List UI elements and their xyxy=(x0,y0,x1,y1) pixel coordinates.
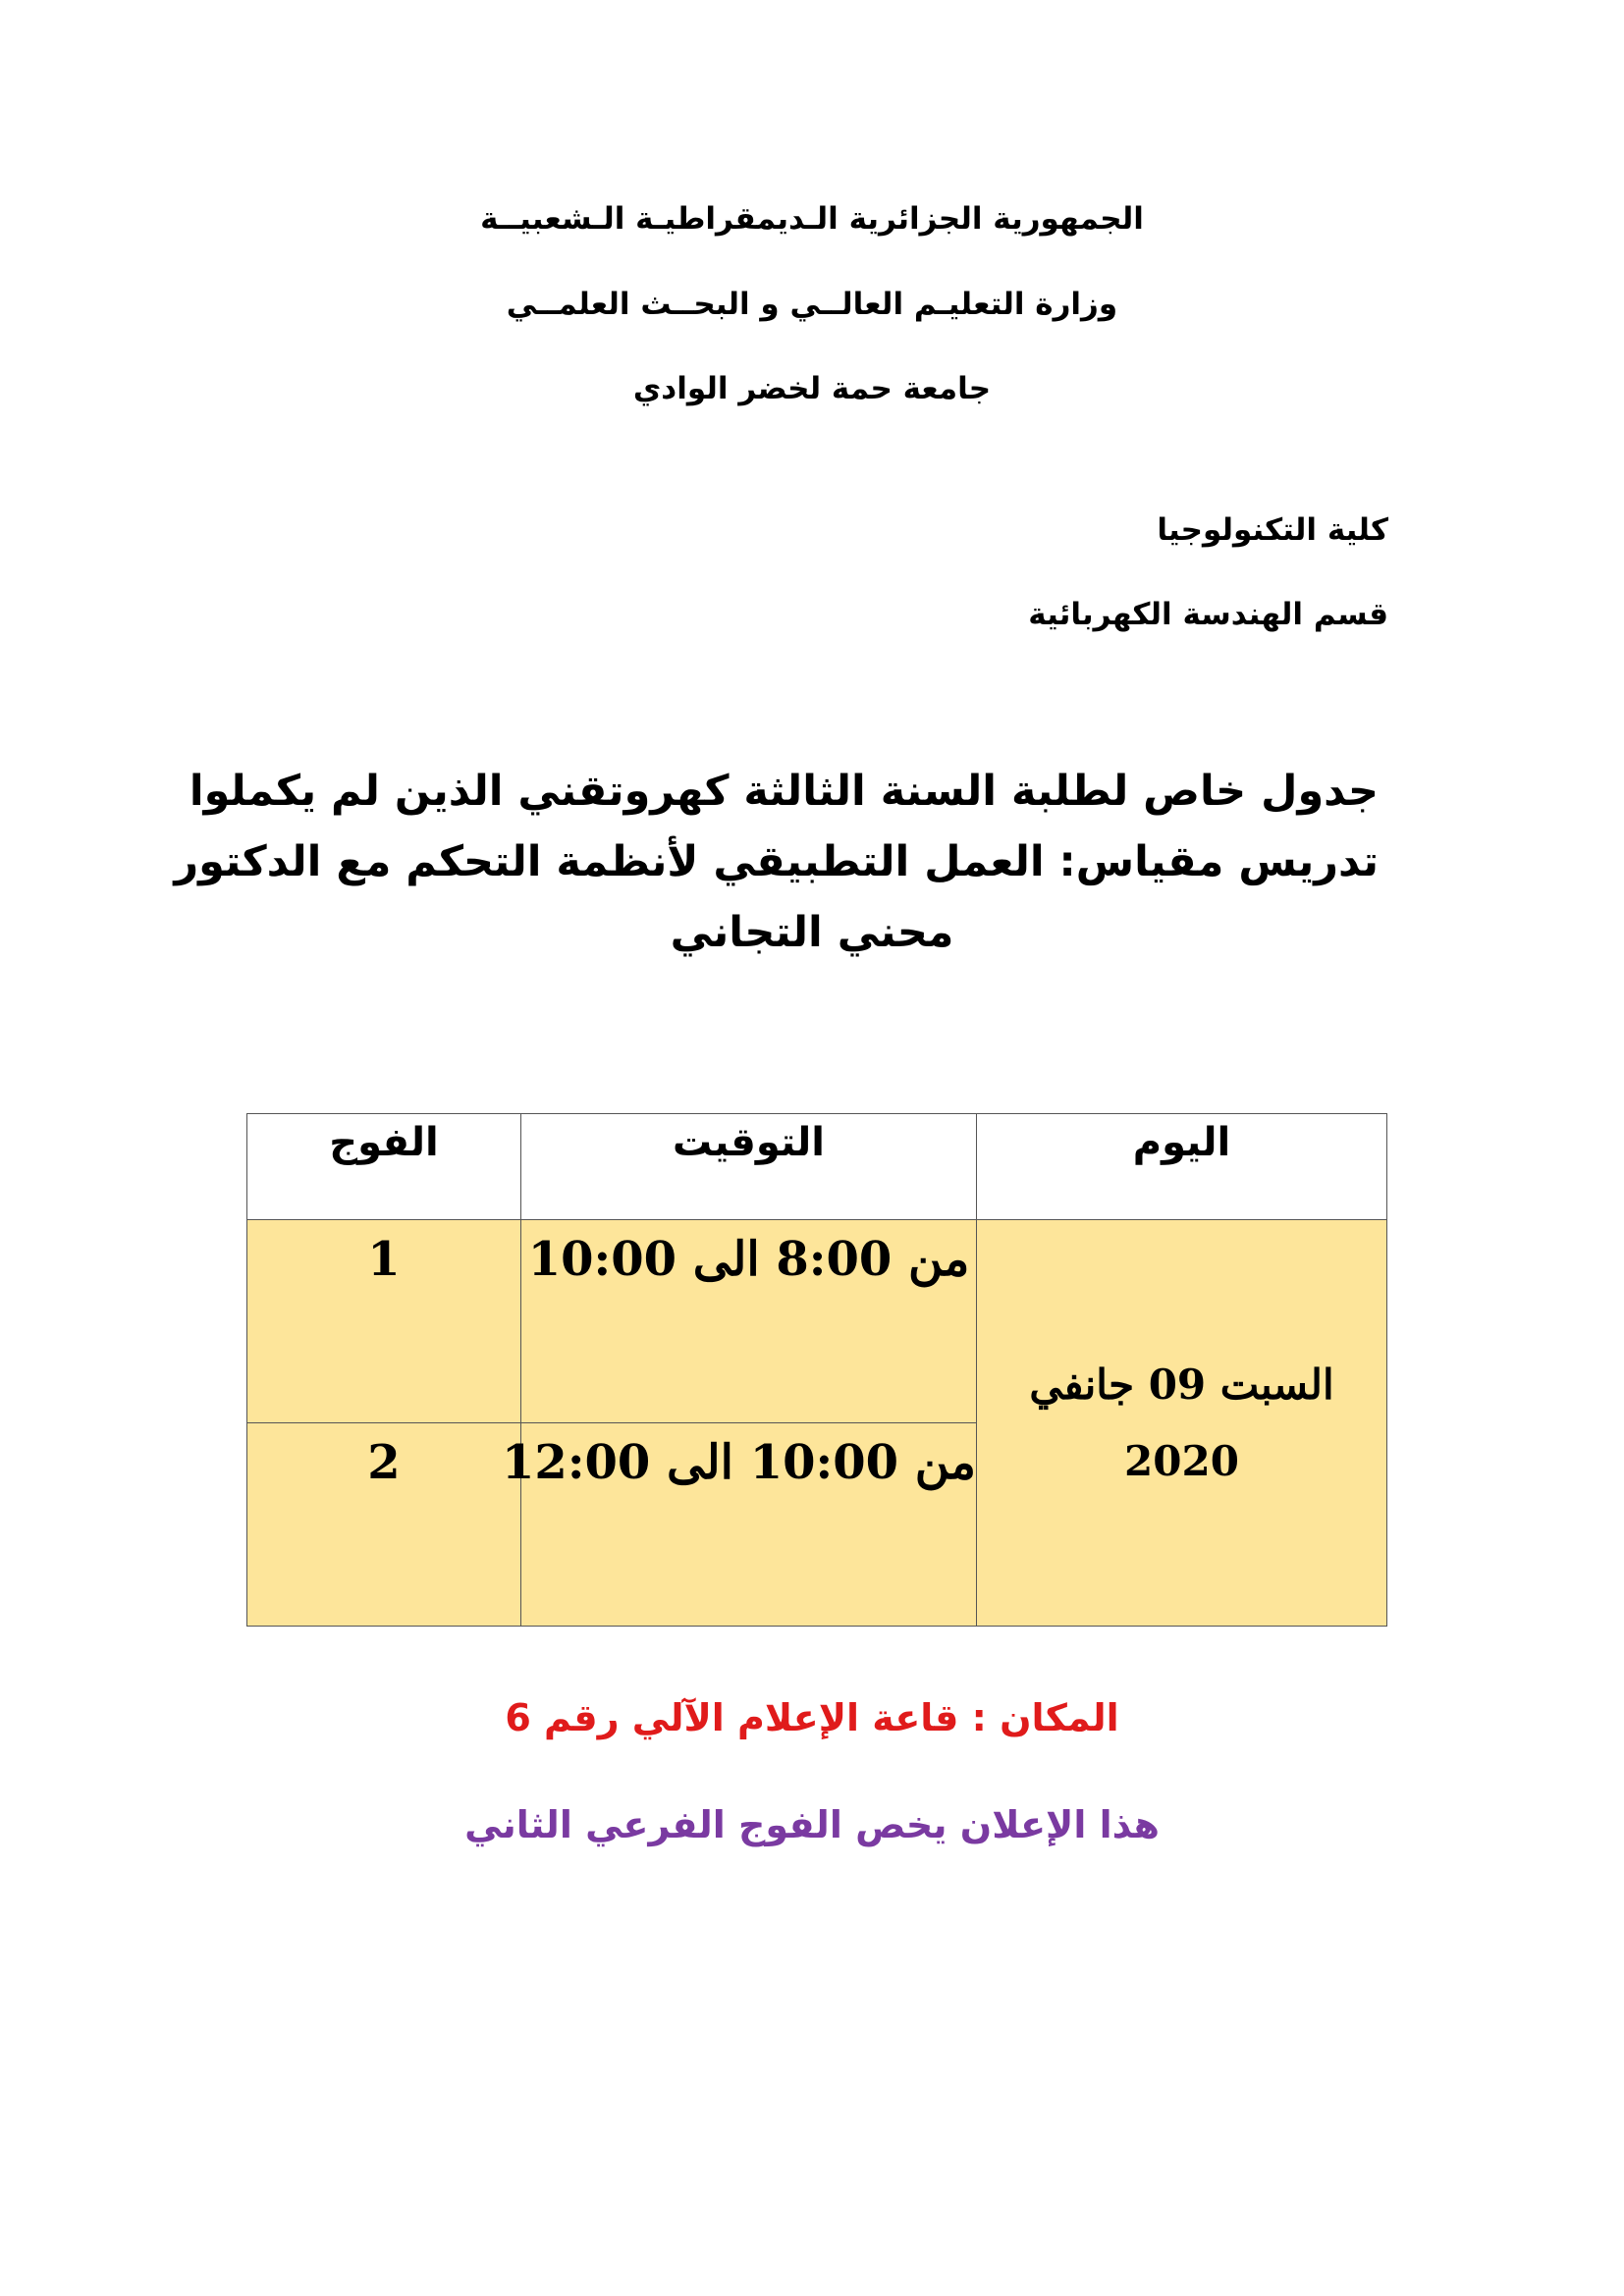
schedule-table xyxy=(246,1113,1387,1627)
title-line-1: جدول خاص لطلبة السنة الثالثة كهروتقني الذين لم يكملوا xyxy=(189,767,1379,816)
title-line-2: تدريس مقياس: العمل التطبيقي لأنظمة التحكم مع الدكتور xyxy=(174,837,1379,886)
department-name: قسم الهندسة الكهربائية xyxy=(1028,597,1388,632)
table-row xyxy=(247,1220,1387,1423)
header-day: اليوم xyxy=(977,1114,1387,1220)
faculty-name: كلية التكنولوجيا xyxy=(1157,512,1388,548)
document-title xyxy=(174,756,1379,968)
location-text: المكان : قاعة الإعلام الآلي رقم 6 xyxy=(505,1696,1119,1739)
time-cell xyxy=(521,1220,977,1423)
header-university: جامعة حمة لخضر الوادي xyxy=(632,371,992,406)
group-cell: 2 xyxy=(247,1423,521,1627)
notice-text: هذا الإعلان يخص الفوج الفرعي الثاني xyxy=(464,1803,1160,1846)
day-value-line-1: السبت 09 جانفي xyxy=(1029,1360,1334,1409)
time-value: من 10:00 الى 12:00 xyxy=(502,1435,976,1490)
title-line-3: محني التجاني xyxy=(670,908,954,957)
time-cell xyxy=(502,1423,977,1627)
time-value: من 8:00 الى 10:00 xyxy=(527,1232,970,1287)
header-republic: الجمهورية الجزائرية الـديمقراطيـة الـشعبيــة xyxy=(480,201,1144,237)
header-ministry: وزارة التعليـم العالــي و البحــث العلمــي xyxy=(506,287,1118,322)
day-cell xyxy=(977,1220,1387,1627)
table-header-row xyxy=(247,1114,1387,1220)
header-time: التوقيت xyxy=(521,1114,977,1220)
group-cell: 1 xyxy=(247,1220,521,1423)
day-value-line-2: 2020 xyxy=(1124,1436,1239,1485)
header-group: الفوج xyxy=(247,1114,521,1220)
